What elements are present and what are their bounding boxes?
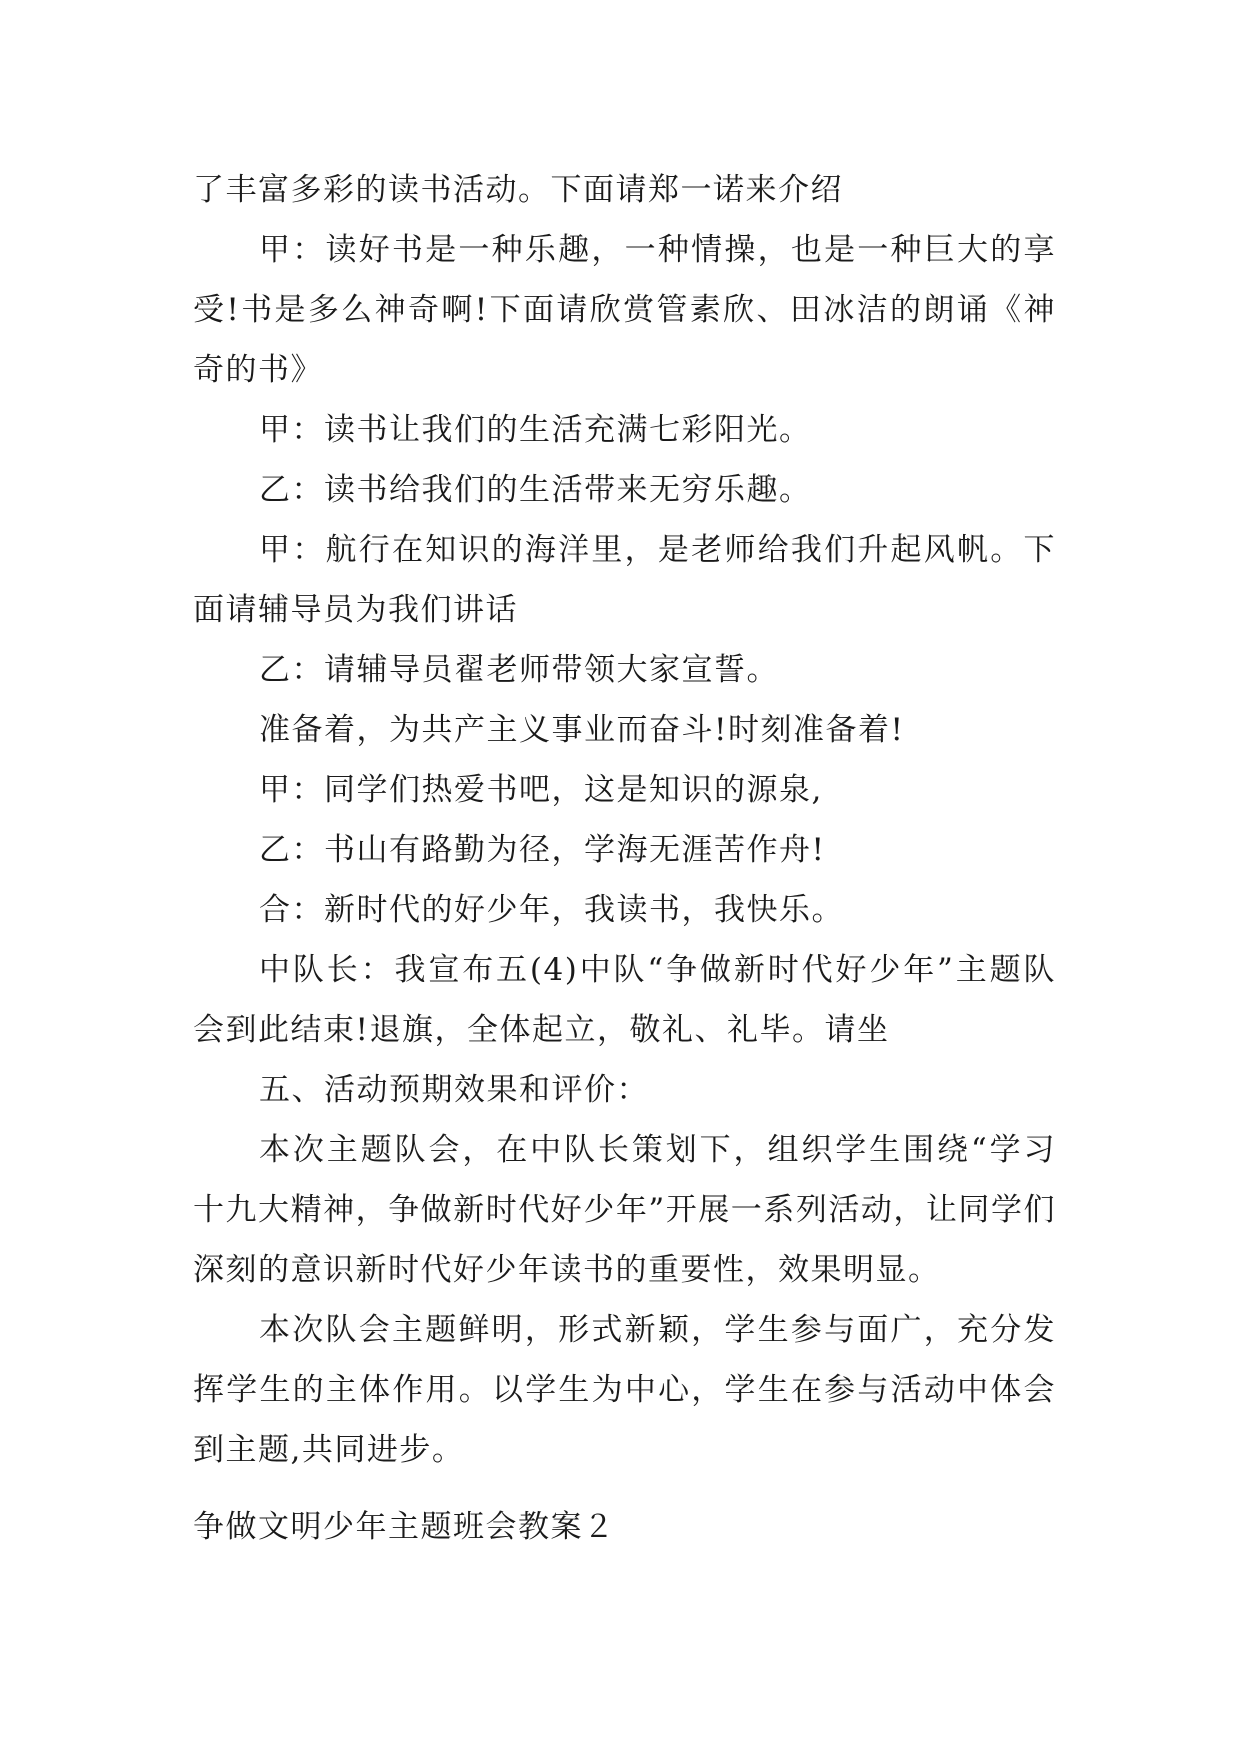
paragraph: 甲：同学们热爱书吧，这是知识的源泉, [259,772,823,808]
document-body [193,160,1056,1480]
paragraph: 本次队会主题鲜明，形式新颖，学生参与面广，充分发挥学生的主体作用。以学生为中心，学生在参与活动中体会到主题,共同进步。 [193,1312,1056,1468]
paragraph: 甲：航行在知识的海洋里，是老师给我们升起风帆。下面请辅导员为我们讲话 [193,532,1056,628]
paragraph: 乙：读书给我们的生活带来无穷乐趣。 [259,472,812,508]
paragraph: 合：新时代的好少年，我读书，我快乐。 [259,892,844,928]
paragraph: 甲：读书让我们的生活充满七彩阳光。 [259,412,812,448]
paragraph: 乙：书山有路勤为径，学海无涯苦作舟! [259,832,826,868]
section-heading: 争做文明少年主题班会教案２ [193,1509,616,1545]
paragraph: 甲：读好书是一种乐趣，一种情操，也是一种巨大的享受!书是多么神奇啊!下面请欣赏管素欣、田冰洁的朗诵《神奇的书》 [193,232,1056,388]
paragraph: 中队长：我宣布五(4)中队“争做新时代好少年”主题队会到此结束!退旗，全体起立，敬礼、礼毕。请坐 [193,952,1056,1048]
paragraph: 乙：请辅导员翟老师带领大家宣誓。 [259,652,779,688]
paragraph: 本次主题队会，在中队长策划下，组织学生围绕“学习十九大精神，争做新时代好少年”开展一系列活动，让同学们深刻的意识新时代好少年读书的重要性，效果明显。 [193,1132,1056,1288]
paragraph: 五、活动预期效果和评价： [259,1072,649,1108]
paragraph: 准备着，为共产主义事业而奋斗!时刻准备着! [259,712,905,748]
paragraph: 了丰富多彩的读书活动。下面请郑一诺来介绍 [193,172,843,208]
